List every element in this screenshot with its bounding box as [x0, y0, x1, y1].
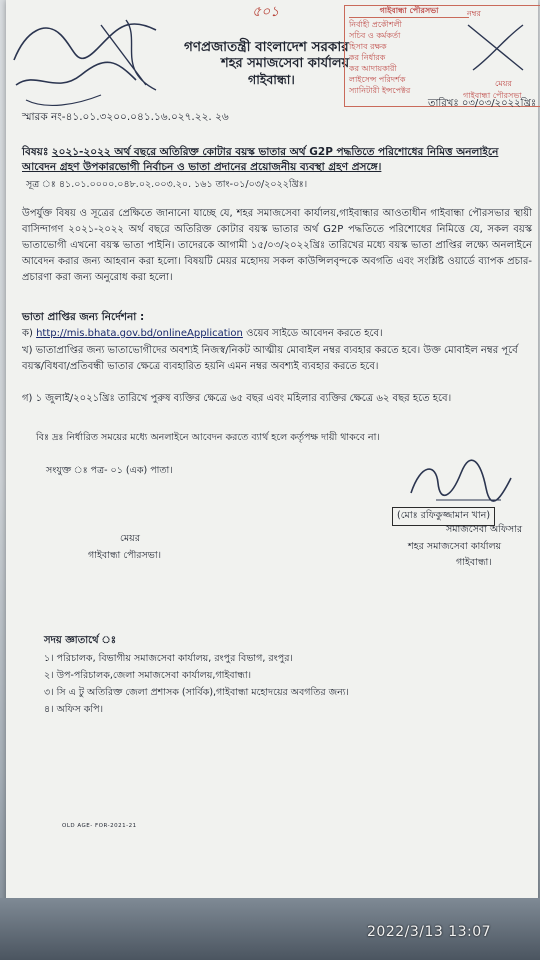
cc-item: ২। উপ-পরিচালক,জেলা সমাজসেবা কার্যালয়,গাইবান্ধা।: [44, 670, 252, 681]
stamp-line: কর আদায়কারী: [349, 64, 397, 73]
body-paragraph: উপর্যুক্ত বিষয় ও সূত্রের প্রেক্ষিতে জানানো যাচ্ছে যে, শহর সমাজসেবা কার্যালয়,গাইবান্ধার আওতাধীন গাইবান্ধা পৌরসভার স্থায়ী বাসিন্দাগণ ২০২১-২০২২ অর্থ বছরে অতিরিক্ত কোটার বয়স্ক ভাতার অর্থ G2P পদ্ধতিতে পরিশোধের নিমিত্তে যে, সকল বয়স্ক ভাতাভোগী এখনো বয়স্ক ভাতা পাইনি। তাদেরকে আগামী ১৫/০৩/২০২২খ্রিঃ তারিখের মধ্যে বয়স্ক ভাতা প্রাপ্তির লক্ষ্যে অনলাইনে আবেদন করার জন্য আহবান করা হলো। বিষয়টি মেয়র মহোদয় সকল কাউন্সিলবৃন্দকে অবগতি এবং সংশ্লিষ্ট ওয়ার্ডে ব্যাপক প্রচার-প্রচারণা করা জন্য অনুরোধ করা হলো।: [22, 208, 532, 283]
enclosure-text: সংযুক্ত ঃ পত্র- ০১ (এক) পাতা।: [46, 465, 173, 476]
note-text: বিঃ দ্রঃ নির্ধারিত সময়ের মধ্যে অনলাইনে আবেদন করতে ব্যার্থ হলে কর্তৃপক্ষ দায়ী থাকবে না।: [36, 432, 380, 443]
stamp-line: হিসাব রক্ষক: [349, 42, 387, 51]
cc-item: ১। পরিচালক, বিভাগীয় সমাজসেবা কার্যালয়, রংপুর বিভাগ, রংপুর।: [44, 653, 293, 664]
instructions-title: ভাতা প্রাপ্তির জন্য নির্দেশনা :: [22, 311, 145, 323]
cc-item: ৪। অফিস কপি।: [44, 704, 103, 715]
stamp-line: লাইসেন্স পরিদর্শক: [349, 75, 406, 84]
application-link[interactable]: http://mis.bhata.gov.bd/onlineApplication: [36, 328, 243, 339]
instruction-item: [22, 343, 534, 375]
officer-signature: [406, 458, 516, 508]
stamp-line: কর নির্ধারক: [349, 53, 386, 62]
stamp-heading: গাইবান্ধা পৌরসভা: [349, 5, 469, 18]
instruction-text: ভাতাপ্রাপ্তির জন্য ভাতাভোগীদের অবশ্যই নিজস্ব/নিকট আত্মীয় মোবাইল নম্বর ব্যবহার করতে হবে। উক্ত মোবাইল নম্বর পূর্বে বয়স্ক/বিধবা/প্রতিবন্ধী ভাতার ক্ষেত্রে ব্যবহারিত হয়নি এমন নম্বর অবশ্যই ব্যবহার করতে হবে।: [22, 345, 518, 372]
instruction-text: ওয়েব সাইডে আবেদন করতে হবে।: [242, 328, 383, 339]
subject-block: [22, 145, 522, 175]
stamp-line: নির্বাহী প্রকৌশলী: [349, 20, 402, 29]
recipient-title: মেয়র: [120, 533, 140, 544]
instruction-prefix: গ): [22, 393, 36, 404]
letter-date: তারিখঃ ০৩/০৩/২০২২খ্রিঃ: [428, 98, 537, 109]
officer-office: শহর সমাজসেবা কার্যালয়: [408, 541, 502, 552]
instruction-text: ১ জুলাই/২০২১খ্রিঃ তারিখে পুরুষ ব্যক্তির ক্ষেত্রে ৬৫ বছর এবং মহিলার ব্যক্তির ক্ষেত্রে ৬২ বছর হতে হবে।: [35, 393, 452, 404]
officer-city: গাইবান্ধা।: [456, 557, 492, 568]
officer-name: (মোঃ রফিকুজ্জামান খান): [392, 507, 495, 526]
handwritten-red-number: ৫০১: [252, 4, 280, 20]
stamp-signature-mark: [463, 20, 533, 75]
document-page: [6, 0, 538, 905]
source-reference: সূত্র ঃ ৪১.০১.০০০০.০৪৮.০২.০০৩.২০. ১৬১ তাং-০১/০৩/২০২২খ্রিঃ।: [26, 179, 308, 190]
office-name: শহর সমাজসেবা কার্যালয়: [221, 56, 350, 71]
stamp-mayor-org: গাইবান্ধা পৌরসভা: [463, 91, 522, 100]
stamp-mayor: মেয়র: [495, 79, 512, 88]
instruction-item: [22, 391, 534, 407]
cc-item: ৩। সি এ টু অতিরিক্ত জেলা প্রশাসক (সার্বিক),গাইবান্ধা মহোদয়ের অবগতির জন্য।: [44, 687, 349, 698]
handwritten-note-top-left: [6, 0, 186, 120]
received-stamp: [344, 5, 540, 107]
memo-reference: স্মারক নং-৪১.০১.৩২০০.০৪১.১৬.০২৭.২২. ২৬: [22, 111, 229, 123]
cc-title: সদয় জ্ঞাতার্থে ঃ: [44, 635, 117, 646]
stamp-number-label: নম্বর: [467, 9, 481, 18]
officer-designation: সমাজসেবা অফিসার: [446, 524, 523, 535]
subject-label: বিষয়ঃ: [22, 146, 49, 158]
recipient-org: গাইবান্ধা পৌরসভা।: [88, 550, 162, 561]
stamp-line: সচিব ও কর্মকর্তা: [349, 31, 401, 40]
stamp-line: স্যানিটারী ইন্সপেক্টর: [349, 86, 411, 95]
instruction-prefix: ক): [22, 328, 37, 339]
photo-timestamp: 2022/3/13 13:07: [367, 924, 492, 940]
subject-text: ২০২১-২০২২ অর্থ বছরে অতিরিক্ত কোটার বয়স্ক ভাতার অর্থ G2P পদ্ধতিতে পরিশোধের নিমিত্ত অনলাইনে আবেদন গ্রহণ উপকারভোগী নির্বাচন ও ভাতা প্রদানের প্রয়োজনীয় ব্যবস্থা গ্রহণ প্রসঙ্গে।: [22, 146, 499, 173]
instruction-prefix: খ): [22, 345, 36, 356]
office-city: গাইবান্ধা।: [248, 72, 295, 87]
instruction-item: [22, 326, 534, 342]
government-heading: গণপ্রজাতন্ত্রী বাংলাদেশ সরকার: [184, 39, 349, 55]
form-code: OLD AGE- FOR-2021-21: [62, 823, 137, 829]
